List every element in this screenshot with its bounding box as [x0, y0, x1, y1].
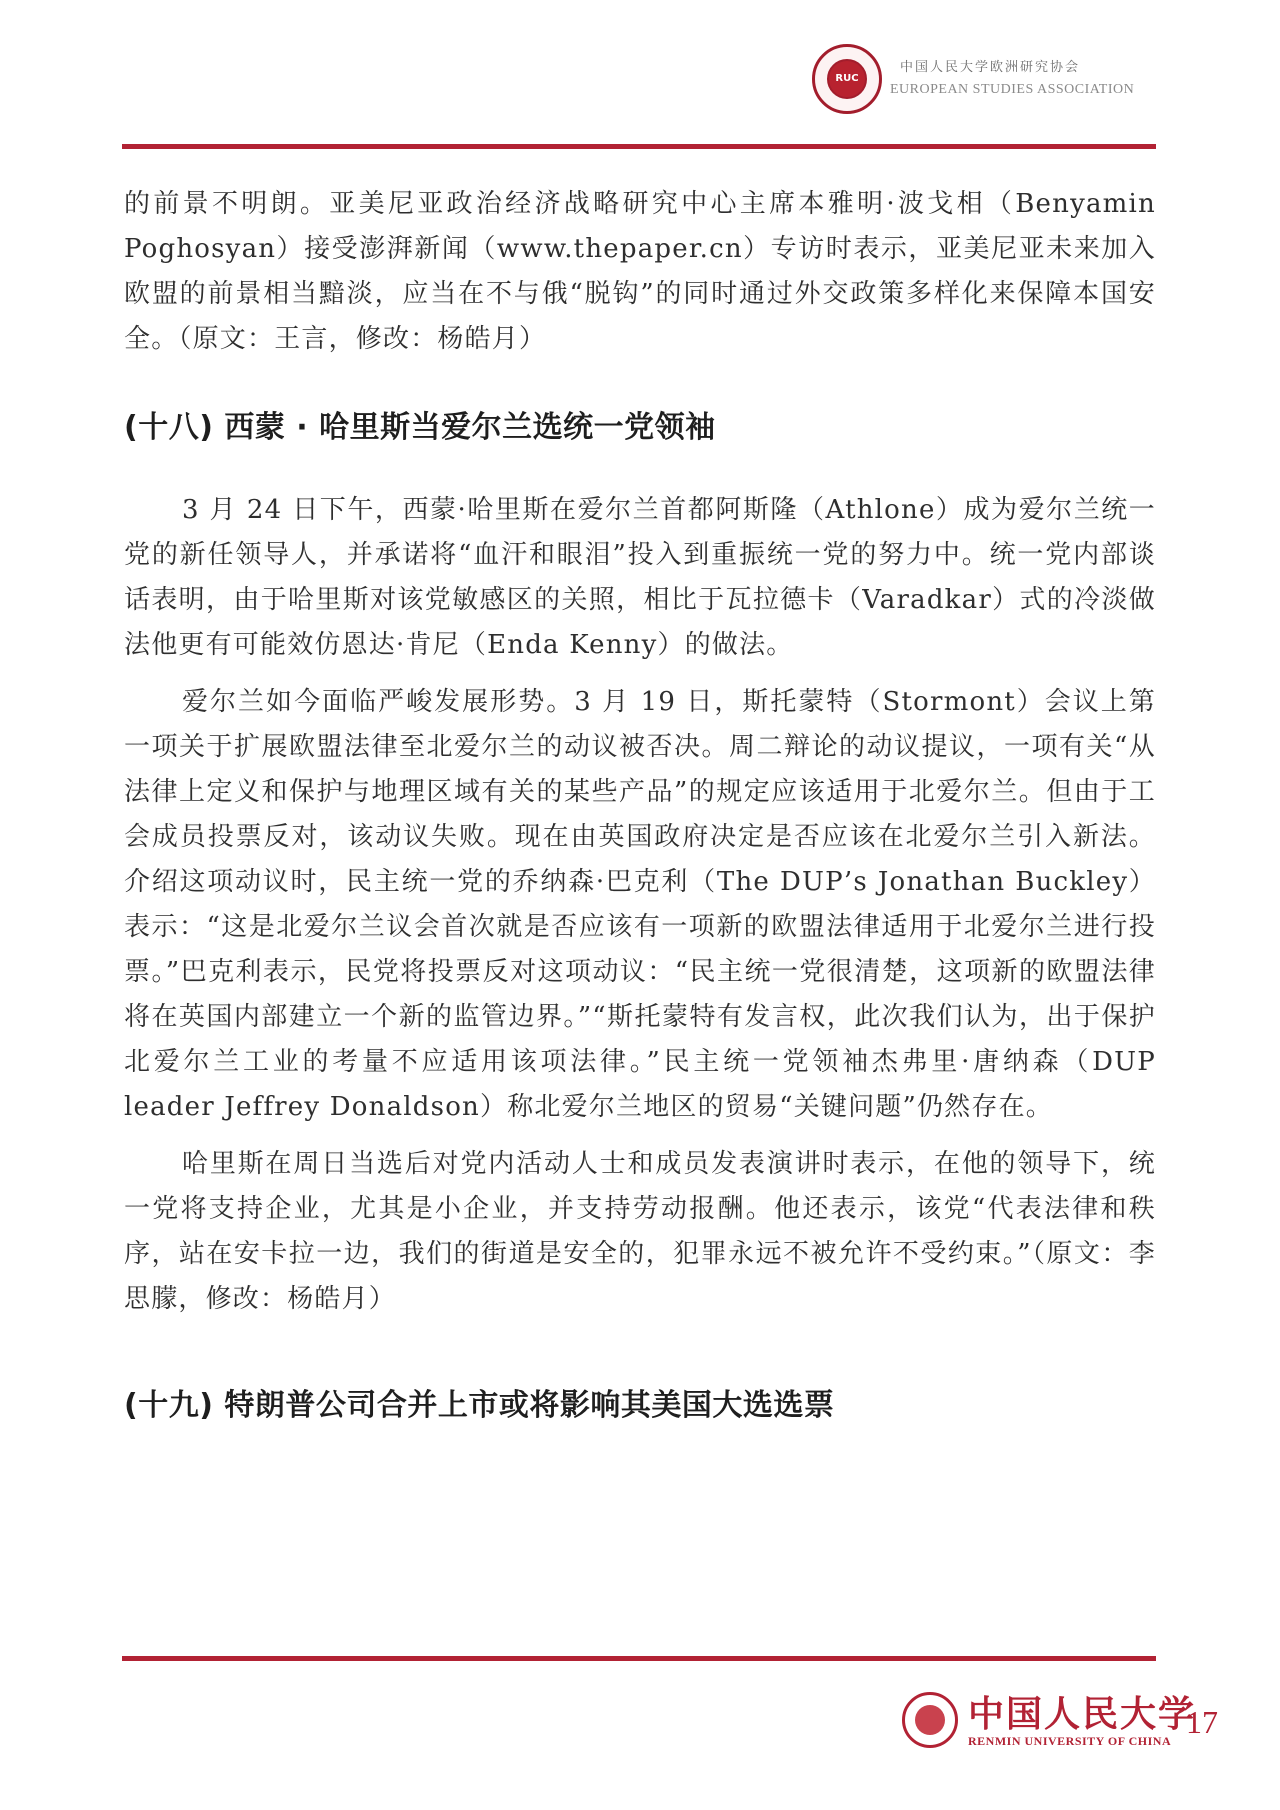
header-divider — [122, 144, 1156, 149]
intro-paragraph: 的前景不明朗。亚美尼亚政治经济战略研究中心主席本雅明·波戈相（Benyamin Poghosyan）接受澎湃新闻（www.thepaper.cn）专访时表示，亚美尼亚未来加入欧盟的前景相当黯淡，应当在不与俄“脱钩”的同时通过外交政策多样化来保障本国安全。（原文：王言，修改：杨皓月） — [124, 189, 1156, 354]
section-18-paragraph-1: 3 月 24 日下午，西蒙·哈里斯在爱尔兰首都阿斯隆（Athlone）成为爱尔兰统一党的新任领导人，并承诺将“血汗和眼泪”投入到重振统一党的努力中。统一党内部谈话表明，由于哈里斯对该党敏感区的关照，相比于瓦拉德卡（Varadkar）式的冷淡做法他更有可能效仿恩达·肯尼（Enda Kenny）的做法。 — [124, 495, 1156, 660]
university-name-cn: 中国人民大学 — [968, 1693, 1197, 1735]
university-seal-icon — [902, 1692, 958, 1748]
section-19-heading: (十九) 特朗普公司合并上市或将影响其美国大选选票 — [124, 1388, 835, 1423]
logo-text: RUC — [827, 59, 867, 99]
university-name-en: RENMIN UNIVERSITY OF CHINA — [968, 1734, 1172, 1748]
association-name-cn: 中国人民大学欧洲研究协会 — [900, 60, 1081, 75]
section-18-paragraph-3: 哈里斯在周日当选后对党内活动人士和成员发表演讲时表示，在他的领导下，统一党将支持企业，尤其是小企业，并支持劳动报酬。他还表示，该党“代表法律和秩序，站在安卡拉一边，我们的街道是安全的，犯罪永远不被允许不受约束。”（原文：李思朦，修改：杨皓月） — [124, 1149, 1156, 1314]
association-name-en: EUROPEAN STUDIES ASSOCIATION — [890, 82, 1135, 97]
page-header — [0, 0, 1280, 150]
association-logo-icon — [812, 44, 882, 114]
section-18-paragraph-2: 爱尔兰如今面临严峻发展形势。3 月 19 日，斯托蒙特（Stormont）会议上第一项关于扩展欧盟法律至北爱尔兰的动议被否决。周二辩论的动议提议，一项有关“从法律上定义和保护与地理区域有关的某些产品”的规定应该适用于北爱尔兰。但由于工会成员投票反对，该动议失败。现在由英国政府决定是否应该在北爱尔兰引入新法。介绍这项动议时，民主统一党的乔纳森·巴克利（The DUP’s Jonathan Buckley）表示：“这是北爱尔兰议会首次就是否应该有一项新的欧盟法律适用于北爱尔兰进行投票。”巴克利表示，民党将投票反对这项动议：“民主统一党很清楚，这项新的欧盟法律将在英国内部建立一个新的监管边界。”“斯托蒙特有发言权，此次我们认为，出于保护北爱尔兰工业的考量不应适用该项法律。”民主统一党领袖杰弗里·唐纳森（DUP leader Jeffrey Donaldson）称北爱尔兰地区的贸易“关键问题”仍然存在。 — [124, 687, 1156, 1122]
page-number: 17 — [1186, 1704, 1218, 1740]
article-body — [124, 182, 1156, 1424]
footer-divider — [122, 1656, 1156, 1661]
section-18-heading: (十八) 西蒙 · 哈里斯当爱尔兰选统一党领袖 — [124, 410, 716, 445]
seal-core — [915, 1705, 945, 1735]
